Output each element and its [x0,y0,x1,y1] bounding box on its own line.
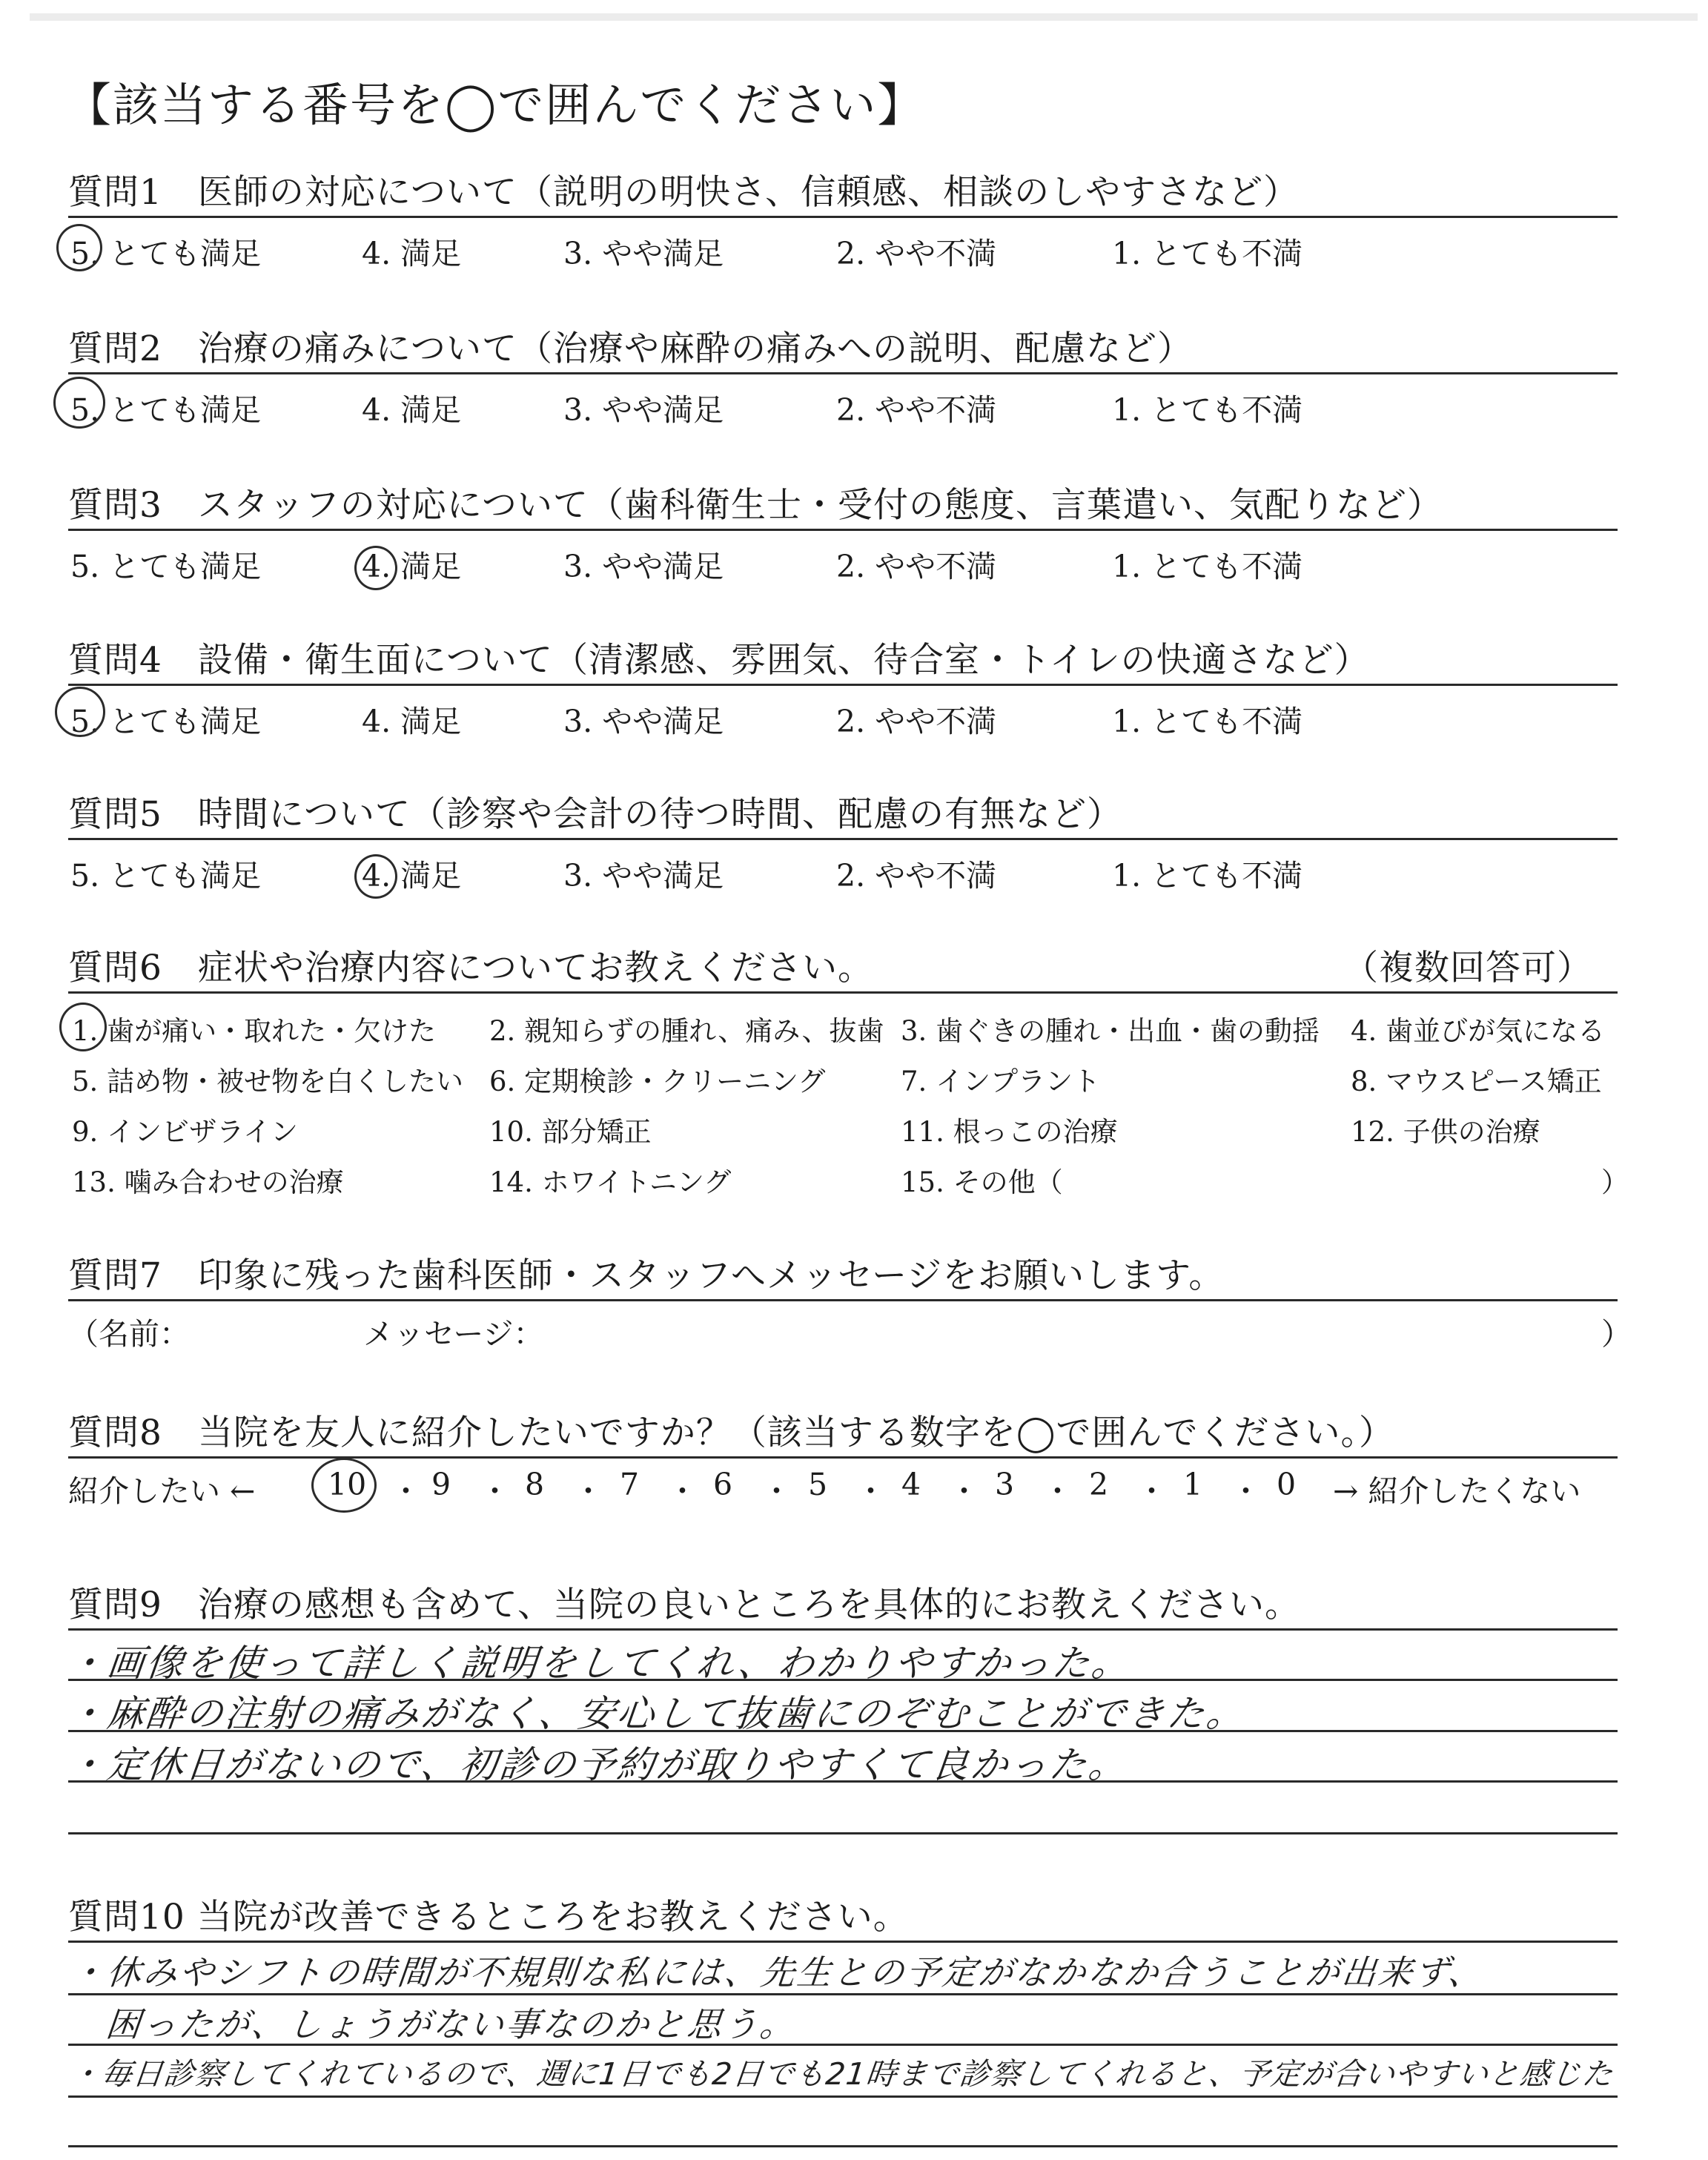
q8-score-5[interactable]: 5 [808,1467,828,1502]
q4-option-2[interactable]: 2. やや不満 [836,704,997,739]
q8-score-9[interactable]: 9 [431,1467,451,1502]
q6-other-close: ） [1601,1166,1629,1198]
q9-answer-line: ・麻酔の注射の痛みがなく、安心して抜歯にのぞむことができた。 [65,1692,1248,1735]
q7-rule [68,1299,1618,1301]
q8-score-4[interactable]: 4 [901,1467,921,1502]
q9-answer-line: ・画像を使って詳しく説明をしてくれ、わかりやすかった。 [65,1642,1133,1685]
q9-title: 質問9 治療の感想も含めて、当院の良いところを具体的にお教えください。 [68,1585,1300,1625]
q8-separator: ・ [949,1473,979,1509]
q2-option-4[interactable]: 4. 満足 [362,392,462,428]
q5-option-3[interactable]: 3. やや満足 [563,858,724,894]
q10-answer-line: ・毎日診察してくれているので、週に1日でも2日でも21時まで診察してくれると、予定が合いやすいと感じた [68,2056,1615,2092]
q6-answer-circle [59,1003,107,1051]
q1-title: 質問1 医師の対応について（説明の明快さ、信頼感、相談のしやすさなど） [68,172,1300,213]
q8-score-0[interactable]: 0 [1277,1467,1297,1502]
q6-title: 質問6 症状や治療内容についてお教えください。 [68,948,873,988]
q10-title: 質問10 当院が改善できるところをお教えください。 [68,1897,909,1938]
q3-option-1[interactable]: 1. とても不満 [1112,549,1303,584]
q6-multiple-note: （複数回答可） [1343,948,1592,988]
q10-writing-line [68,2145,1618,2147]
q4-option-3[interactable]: 3. やや満足 [563,704,724,739]
q9-writing-line [68,1832,1618,1834]
q6-option-11[interactable]: 11. 根っこの治療 [901,1116,1118,1148]
q2-option-5[interactable]: 5. とても満足 [70,392,262,428]
q6-option-12[interactable]: 12. 子供の治療 [1351,1116,1540,1148]
q7-message-label: メッセージ： [363,1316,544,1352]
q8-separator: ・ [480,1473,510,1509]
q8-score-6[interactable]: 6 [713,1467,733,1502]
q4-rule [68,684,1618,686]
q8-score-3[interactable]: 3 [995,1467,1015,1502]
q6-option-5[interactable]: 5. 詰め物・被せ物を白くしたい [72,1066,464,1097]
q8-right-label: → 紹介したくない [1333,1473,1581,1509]
q8-separator: ・ [667,1473,698,1509]
q6-option-9[interactable]: 9. インビザライン [72,1116,298,1148]
q1-answer-circle [56,224,102,271]
q1-option-2[interactable]: 2. やや不満 [836,236,997,271]
q1-option-5[interactable]: 5. とても満足 [70,236,262,271]
q5-rule [68,838,1618,840]
q8-score-10[interactable]: 10 [328,1467,367,1502]
q10-answer-line: ・休みやシフトの時間が不規則な私には、先生との予定がなかなか合うことが出来ず、 [68,1952,1487,1992]
q6-option-7[interactable]: 7. インプラント [901,1066,1101,1097]
q5-option-2[interactable]: 2. やや不満 [836,858,997,894]
q6-option-8[interactable]: 8. マウスピース矯正 [1351,1066,1602,1097]
q2-option-2[interactable]: 2. やや不満 [836,392,997,428]
q7-name-label: （名前： [68,1316,190,1352]
q8-score-1[interactable]: 1 [1183,1467,1203,1502]
q7-title: 質問7 印象に残った歯科医師・スタッフへメッセージをお願いします。 [68,1255,1225,1296]
q3-option-3[interactable]: 3. やや満足 [563,549,724,584]
q6-option-4[interactable]: 4. 歯並びが気になる [1351,1015,1606,1047]
q5-answer-circle [354,854,397,899]
q3-answer-circle [354,546,397,590]
q10-writing-line [68,2095,1618,2098]
q1-option-1[interactable]: 1. とても不満 [1112,236,1303,271]
q3-option-2[interactable]: 2. やや不満 [836,549,997,584]
q4-title: 質問4 設備・衛生面について（清潔感、雰囲気、待合室・トイレの快適さなど） [68,640,1370,681]
q1-rule [68,216,1618,218]
form-heading: 【該当する番号を◯で囲んでください】 [65,78,925,132]
q4-answer-circle [55,687,105,737]
q6-option-3[interactable]: 3. 歯ぐきの腫れ・出血・歯の動揺 [901,1015,1320,1047]
q8-separator: ・ [1231,1473,1261,1509]
q9-answer-line: ・定休日がないので、初診の予約が取りやすくて良かった。 [65,1743,1131,1786]
q8-title: 質問8 当院を友人に紹介したいですか？（該当する数字を◯で囲んでください。） [68,1413,1395,1453]
q9-writing-line [68,1679,1618,1681]
q8-left-label: 紹介したい ← [68,1473,256,1509]
q1-option-4[interactable]: 4. 満足 [362,236,462,271]
q8-score-7[interactable]: 7 [620,1467,640,1502]
q7-close: ） [1601,1316,1632,1352]
scan-top-edge [30,13,1698,21]
q6-option-10[interactable]: 10. 部分矯正 [489,1116,652,1148]
q6-option-6[interactable]: 6. 定期検診・クリーニング [489,1066,826,1097]
q8-separator: ・ [391,1473,421,1509]
q8-separator: ・ [1136,1473,1167,1509]
q10-rule [68,1941,1618,1943]
q6-option-2[interactable]: 2. 親知らずの腫れ、痛み、抜歯 [489,1015,884,1047]
q6-rule [68,991,1618,994]
q3-title: 質問3 スタッフの対応について（歯科衛生士・受付の態度、言葉遣い、気配りなど） [68,485,1443,526]
q1-option-3[interactable]: 3. やや満足 [563,236,724,271]
q3-rule [68,529,1618,531]
q8-rule [68,1456,1618,1459]
q5-option-1[interactable]: 1. とても不満 [1112,858,1303,894]
q2-option-1[interactable]: 1. とても不満 [1112,392,1303,428]
q2-title: 質問2 治療の痛みについて（治療や麻酔の痛みへの説明、配慮など） [68,328,1194,369]
q9-writing-line [68,1730,1618,1732]
q10-writing-line [68,2044,1618,2046]
q4-option-1[interactable]: 1. とても不満 [1112,704,1303,739]
q6-option-13[interactable]: 13. 噛み合わせの治療 [72,1166,344,1198]
q5-title: 質問5 時間について（診察や会計の待つ時間、配慮の有無など） [68,794,1122,835]
q8-separator: ・ [573,1473,603,1509]
q8-separator: ・ [855,1473,886,1509]
q5-option-5[interactable]: 5. とても満足 [70,858,262,894]
q8-answer-circle [311,1458,377,1513]
q5-option-4[interactable]: 4. 満足 [362,858,462,894]
q10-answer-line: 困ったが、しょうがない事なのかと思う。 [104,2004,798,2044]
q2-answer-circle [53,377,105,429]
q6-option-1[interactable]: 1. 歯が痛い・取れた・欠けた [72,1015,437,1047]
q10-writing-line [68,1993,1618,1995]
q2-rule [68,372,1618,374]
q3-option-4[interactable]: 4. 満足 [362,549,462,584]
q4-option-4[interactable]: 4. 満足 [362,704,462,739]
q8-score-2[interactable]: 2 [1089,1467,1109,1502]
q2-option-3[interactable]: 3. やや満足 [563,392,724,428]
q4-option-5[interactable]: 5. とても満足 [70,704,262,739]
q9-writing-line [68,1780,1618,1783]
q9-rule [68,1628,1618,1631]
q6-option-15[interactable]: 15. その他（ [901,1166,1063,1198]
q6-option-14[interactable]: 14. ホワイトニング [489,1166,732,1198]
q8-separator: ・ [761,1473,792,1509]
q3-option-5[interactable]: 5. とても満足 [70,549,262,584]
q8-score-8[interactable]: 8 [525,1467,545,1502]
q8-separator: ・ [1042,1473,1073,1509]
